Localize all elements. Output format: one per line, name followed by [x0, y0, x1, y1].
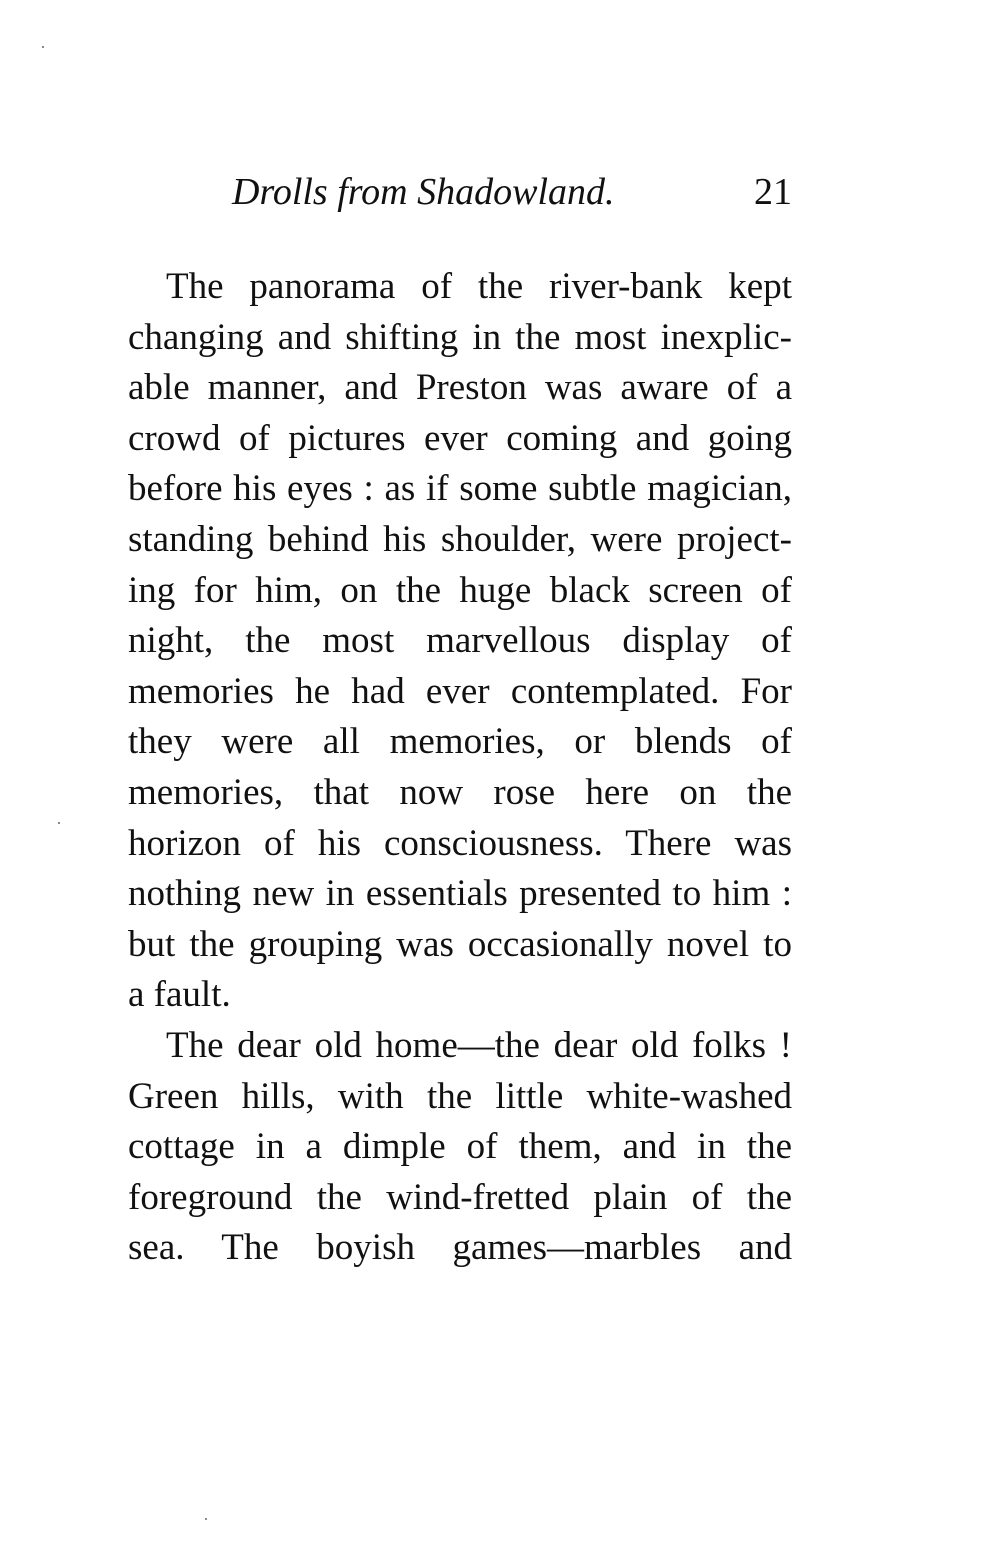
- running-head: [232, 170, 792, 220]
- text-line: memories, that now rose here on the: [128, 771, 792, 813]
- scan-speck: [58, 822, 60, 824]
- scan-speck: [42, 46, 44, 48]
- running-title: Drolls from Shadowland.: [232, 171, 615, 213]
- text-line: horizon of his consciousness. There was: [128, 822, 792, 864]
- text-line: but the grouping was occasionally novel to: [128, 923, 792, 965]
- text-line: standing behind his shoulder, were project-: [128, 518, 792, 560]
- text-line: crowd of pictures ever coming and going: [128, 417, 792, 459]
- text-line: cottage in a dimple of them, and in the: [128, 1126, 792, 1168]
- text-line: The dear old home—the dear old folks !: [166, 1024, 792, 1066]
- body-text: [128, 262, 792, 1274]
- text-line: night, the most marvellous display of: [128, 620, 792, 662]
- text-line: foreground the wind-fretted plain of the: [128, 1176, 792, 1218]
- text-line: The panorama of the river-bank kept: [166, 266, 792, 307]
- text-line: memories he had ever contemplated. For: [128, 670, 792, 712]
- text-line: able manner, and Preston was aware of a: [128, 367, 792, 409]
- text-line: sea. The boyish games—marbles and: [128, 1227, 792, 1269]
- text-line: ing for him, on the huge black screen of: [128, 569, 792, 611]
- text-line: they were all memories, or blends of: [128, 721, 792, 763]
- text-line: a fault.: [128, 974, 231, 1016]
- text-line: nothing new in essentials presented to him :: [128, 873, 792, 915]
- text-line: before his eyes : as if some subtle magician,: [128, 468, 792, 510]
- scan-speck: [205, 1518, 207, 1520]
- text-line: changing and shifting in the most inexplic-: [128, 316, 792, 358]
- text-line: Green hills, with the little white-washed: [128, 1075, 792, 1117]
- page-number: 21: [754, 171, 792, 213]
